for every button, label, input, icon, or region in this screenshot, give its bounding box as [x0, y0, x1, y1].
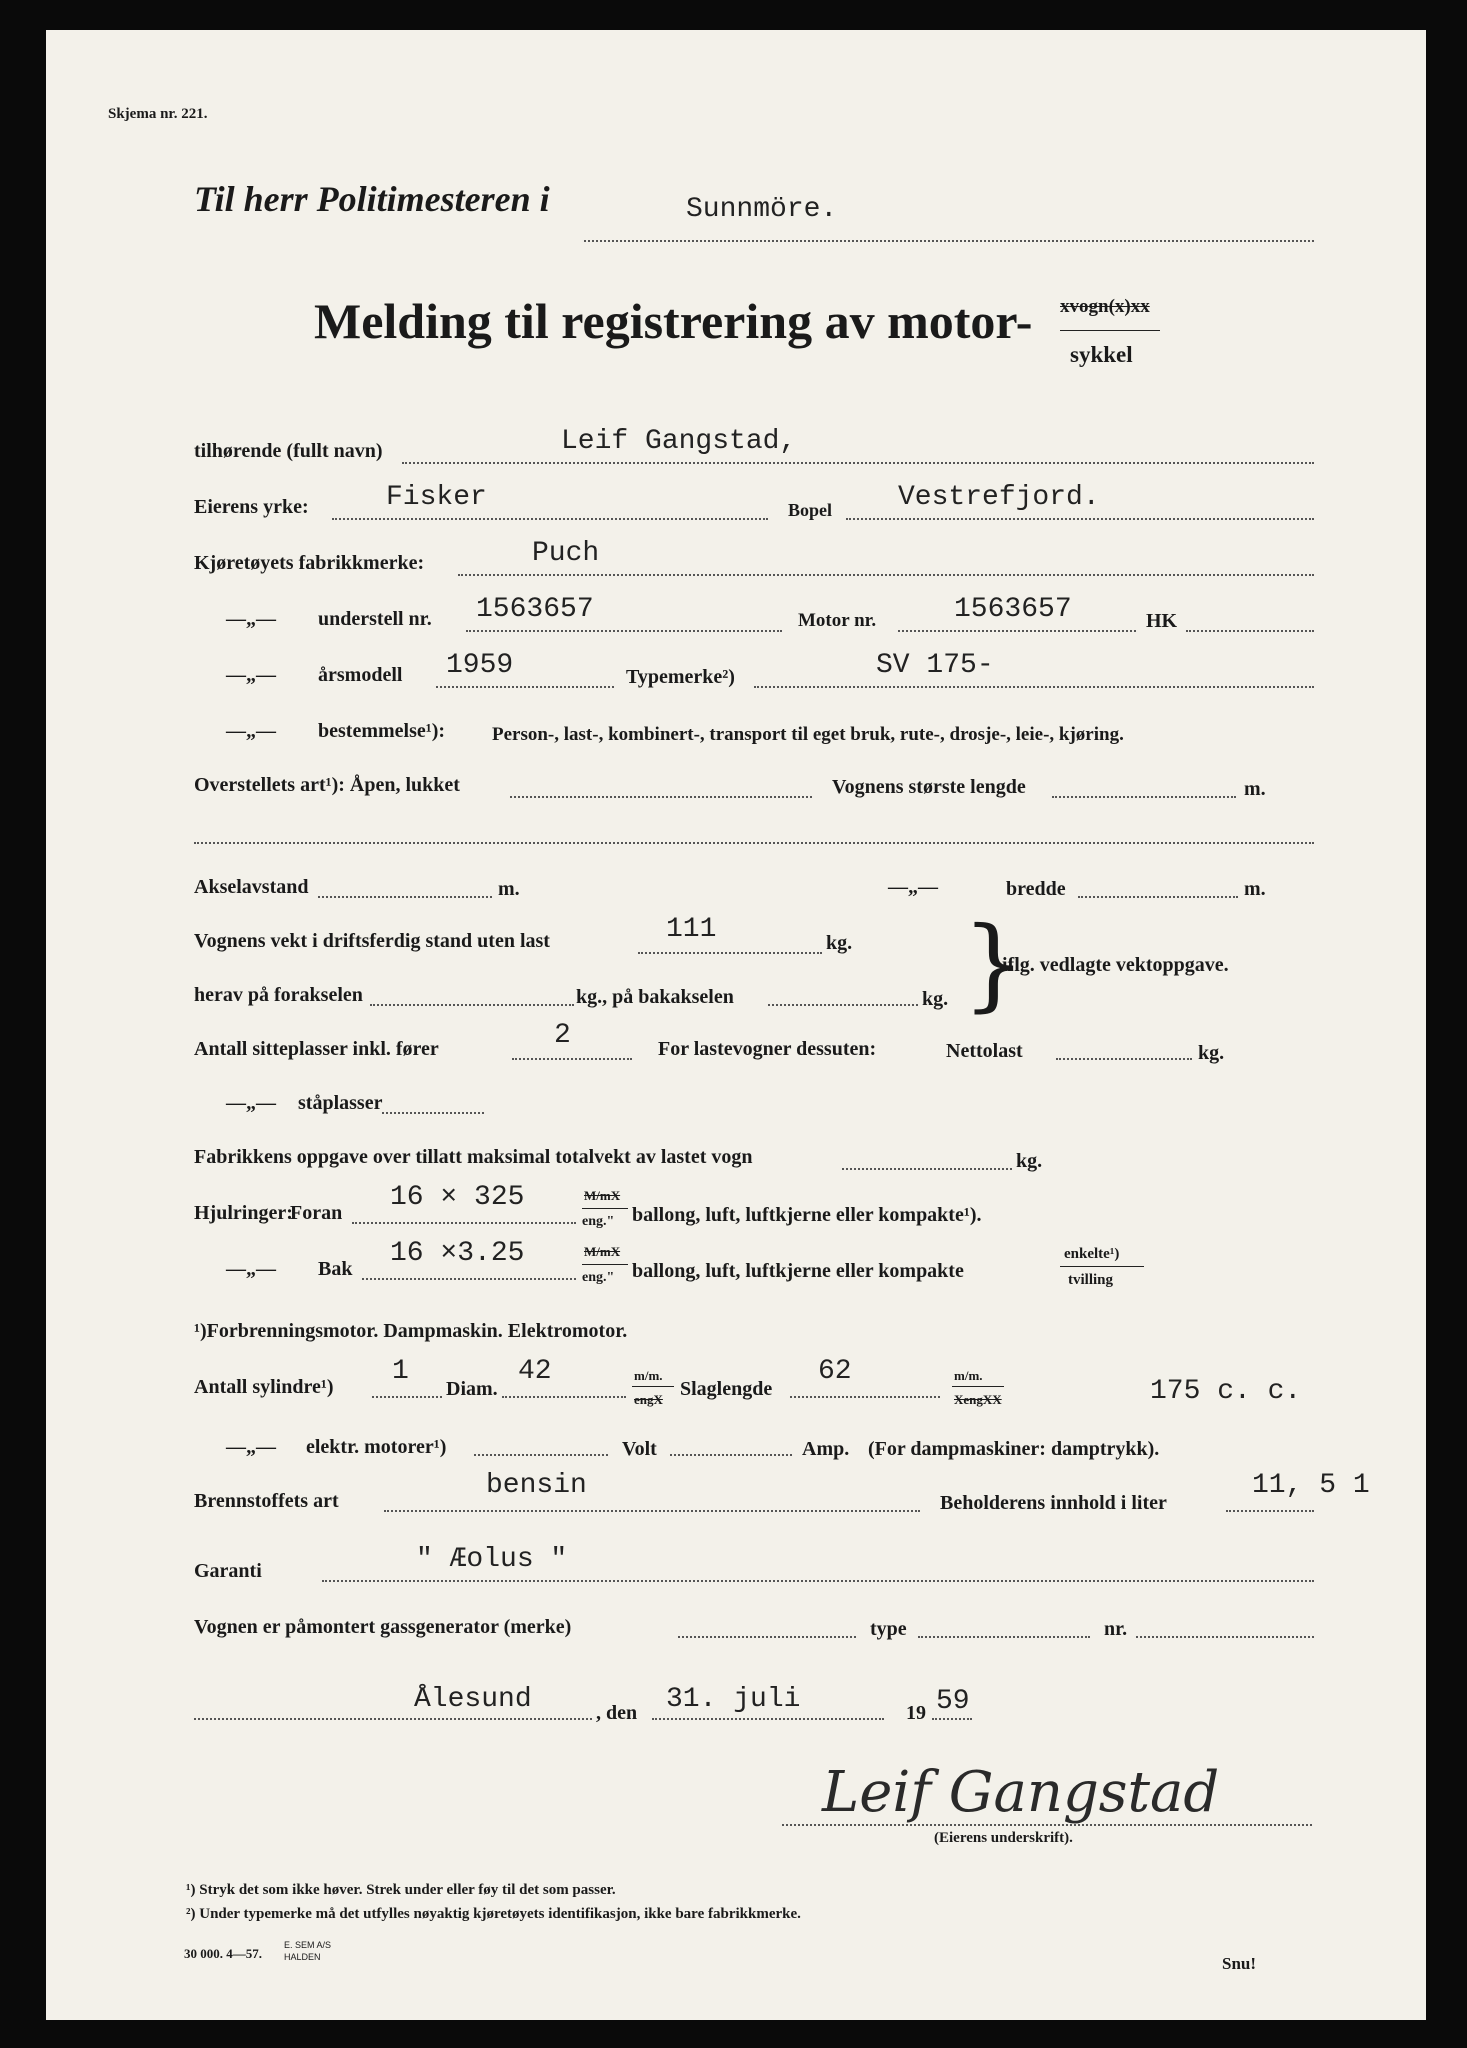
- ditto-mark: —„—: [226, 1092, 276, 1114]
- seats-value[interactable]: 2: [554, 1020, 571, 1051]
- net-load-label: Nettolast: [946, 1040, 1023, 1062]
- occupation-label: Eierens yrke:: [194, 496, 309, 518]
- date-line: [652, 1718, 884, 1720]
- model-year-value[interactable]: 1959: [446, 650, 514, 681]
- displacement-value[interactable]: 175 c. c.: [1150, 1376, 1302, 1407]
- seats-line: [512, 1058, 632, 1060]
- gas-generator-label: Vognen er påmontert gassgenerator (merke): [194, 1616, 572, 1638]
- year-line: [932, 1718, 972, 1720]
- tyres-rear-unit: eng.": [582, 1270, 615, 1285]
- standing-line: [382, 1112, 484, 1114]
- ditto-mark: —„—: [226, 1258, 276, 1280]
- stroke-fraction-line: [952, 1386, 1004, 1387]
- tyres-front-fraction-line: [582, 1208, 628, 1209]
- weight-unit: kg.: [826, 932, 853, 954]
- standing-label: ståplasser: [298, 1092, 383, 1114]
- occupation-line: [332, 518, 768, 520]
- type-line: [754, 686, 1314, 688]
- tyres-front-types: ballong, luft, luftkjerne eller kompakte¹).: [632, 1204, 982, 1226]
- year-value[interactable]: 59: [936, 1686, 970, 1717]
- turn-over-note: Snu!: [1222, 1954, 1257, 1973]
- weight-value[interactable]: 111: [666, 914, 717, 945]
- ditto-mark: —„—: [226, 608, 276, 630]
- owner-label: tilhørende (fullt navn): [194, 440, 383, 462]
- tank-line: [1226, 1510, 1314, 1512]
- rear-axle-label: kg., på bakakselen: [576, 986, 734, 1008]
- seats-label: Antall sitteplasser inkl. fører: [194, 1038, 439, 1060]
- diameter-unit-struck: engX: [634, 1392, 663, 1407]
- max-length-label: Vognens største lengde: [832, 776, 1026, 798]
- cylinders-line: [372, 1396, 442, 1398]
- engine-types-note: ¹)Forbrenningsmotor. Dampmaskin. Elektromotor.: [194, 1320, 628, 1342]
- gas-number-line: [1136, 1636, 1314, 1638]
- print-info: 30 000. 4—57.: [184, 1946, 262, 1961]
- amp-label: Amp.: [802, 1438, 850, 1460]
- stroke-unit: m/m.: [954, 1368, 983, 1383]
- chassis-value[interactable]: 1563657: [476, 594, 594, 625]
- body-type-line: [510, 796, 812, 798]
- stroke-value[interactable]: 62: [818, 1356, 852, 1387]
- motor-line: [898, 630, 1136, 632]
- year-prefix: 19: [906, 1702, 926, 1724]
- residence-line: [846, 518, 1314, 520]
- cylinders-value[interactable]: 1: [392, 1356, 409, 1387]
- tyres-rear-types: ballong, luft, luftkjerne eller kompakte: [632, 1260, 964, 1282]
- guarantee-value[interactable]: " Æolus ": [416, 1544, 568, 1575]
- title-struck-option: xvogn(x)xx: [1060, 296, 1150, 317]
- title-vehicle-type: sykkel: [1070, 342, 1133, 367]
- tyres-twin-option: tvilling: [1068, 1272, 1114, 1288]
- occupation-value[interactable]: Fisker: [386, 482, 487, 513]
- volt-label: Volt: [622, 1438, 657, 1460]
- model-year-line: [436, 686, 614, 688]
- weight-line: [638, 952, 822, 954]
- max-weight-line: [842, 1168, 1012, 1170]
- blank-line: [194, 842, 1314, 844]
- stroke-unit-struck: XengXX: [954, 1392, 1002, 1407]
- make-label: Kjøretøyets fabrikkmerke:: [194, 552, 425, 574]
- max-weight-unit: kg.: [1016, 1150, 1043, 1172]
- addressee-label: Til herr Politimesteren i: [194, 179, 550, 219]
- diameter-label: Diam.: [446, 1378, 498, 1400]
- printer-city: HALDEN: [284, 1952, 321, 1962]
- owner-line: [402, 462, 1314, 464]
- front-axle-label: herav på forakselen: [194, 984, 363, 1006]
- wheelbase-unit: m.: [498, 878, 520, 900]
- diameter-value[interactable]: 42: [518, 1356, 552, 1387]
- date-label: , den: [596, 1702, 638, 1724]
- place-line: [194, 1718, 592, 1720]
- type-value[interactable]: SV 175-: [876, 650, 994, 681]
- ditto-mark: —„—: [888, 876, 938, 898]
- ditto-mark: —„—: [226, 664, 276, 686]
- tyres-front-label: Foran: [290, 1202, 343, 1224]
- net-load-unit: kg.: [1198, 1042, 1225, 1064]
- cylinders-label: Antall sylindre¹): [194, 1376, 334, 1398]
- district-value[interactable]: Sunnmöre.: [686, 194, 838, 225]
- tyres-label: Hjulringer:: [194, 1202, 293, 1224]
- electric-motors-line: [474, 1454, 608, 1456]
- electric-motors-label: elektr. motorer¹): [306, 1436, 447, 1458]
- stroke-label: Slaglengde: [680, 1378, 773, 1400]
- purpose-options: Person-, last-, kombinert-, transport til eget bruk, rute-, drosje-, leie-, kjøring.: [492, 724, 1124, 745]
- guarantee-label: Garanti: [194, 1560, 262, 1582]
- date-value[interactable]: 31. juli: [666, 1684, 801, 1715]
- body-type-label: Overstellets art¹): Åpen, lukket: [194, 774, 460, 796]
- tyres-front-line: [352, 1222, 576, 1224]
- hk-label: HK: [1146, 610, 1178, 632]
- fuel-value[interactable]: bensin: [486, 1470, 587, 1501]
- fuel-line: [384, 1510, 920, 1512]
- rear-axle-line: [768, 1004, 918, 1006]
- wheelbase-label: Akselavstand: [194, 876, 309, 898]
- max-length-unit: m.: [1244, 778, 1266, 800]
- width-label: bredde: [1006, 878, 1066, 900]
- printer-name: E. SEM A/S: [284, 1940, 332, 1950]
- max-length-line: [1052, 796, 1236, 798]
- gas-type-label: type: [870, 1618, 907, 1640]
- gas-generator-line: [678, 1636, 856, 1638]
- tyres-option-fraction-line: [1060, 1266, 1144, 1267]
- tyres-single-option: enkelte¹): [1064, 1246, 1120, 1262]
- tank-label: Beholderens innhold i liter: [940, 1492, 1167, 1514]
- wheelbase-line: [318, 896, 492, 898]
- purpose-label: bestemmelse¹):: [318, 720, 446, 742]
- tyres-front-unit: eng.": [582, 1214, 615, 1229]
- cargo-label: For lastevogner dessuten:: [658, 1038, 877, 1060]
- hk-line: [1186, 630, 1314, 632]
- guarantee-line: [322, 1580, 1314, 1582]
- signature-line: [782, 1824, 1312, 1826]
- footnote-1: ¹) Stryk det som ikke høver. Strek under eller føy til det som passer.: [186, 1882, 616, 1898]
- owner-value[interactable]: Leif Gangstad,: [561, 426, 797, 457]
- tyres-front-value[interactable]: 16 × 325: [390, 1182, 525, 1213]
- width-line: [1078, 896, 1238, 898]
- diameter-fraction-line: [632, 1386, 674, 1387]
- residence-value[interactable]: Vestrefjord.: [898, 482, 1100, 513]
- weight-brace: }: [962, 905, 1026, 1022]
- width-unit: m.: [1244, 878, 1266, 900]
- type-label: Typemerke²): [626, 666, 735, 688]
- ditto-mark: —„—: [226, 720, 276, 742]
- ditto-mark: —„—: [226, 1436, 276, 1458]
- net-load-line: [1056, 1058, 1192, 1060]
- gas-type-line: [918, 1636, 1090, 1638]
- gas-number-label: nr.: [1104, 1618, 1128, 1640]
- rear-axle-unit: kg.: [922, 988, 949, 1010]
- tyres-rear-label: Bak: [318, 1258, 353, 1280]
- page-title: Melding til registrering av motor-: [314, 293, 1033, 349]
- tyres-rear-fraction-line: [582, 1264, 628, 1265]
- form-page: [46, 30, 1426, 2020]
- steam-pressure-label: (For dampmaskiner: damptrykk).: [868, 1438, 1160, 1460]
- owner-signature: Leif Gangstad: [822, 1760, 1220, 1825]
- model-year-label: årsmodell: [318, 664, 403, 686]
- place-value[interactable]: Ålesund: [414, 1684, 532, 1715]
- residence-label: Bopel: [788, 500, 833, 520]
- tyres-rear-value[interactable]: 16 ×3.25: [390, 1238, 525, 1269]
- tank-value[interactable]: 11, 5 1: [1252, 1470, 1370, 1501]
- fuel-label: Brennstoffets art: [194, 1490, 339, 1512]
- motor-label: Motor nr.: [798, 610, 877, 631]
- tyres-rear-unit-struck: M/mX: [584, 1244, 621, 1259]
- tyres-rear-line: [362, 1278, 576, 1280]
- make-value[interactable]: Puch: [532, 538, 600, 569]
- volt-line: [670, 1454, 792, 1456]
- chassis-line: [466, 630, 782, 632]
- weight-label: Vognens vekt i driftsferdig stand uten last: [194, 930, 550, 952]
- tyres-front-unit-struck: M/mX: [584, 1188, 621, 1203]
- weight-note: iflg. vedlagte vektoppgave.: [1002, 954, 1229, 976]
- diameter-unit: m/m.: [634, 1368, 663, 1383]
- motor-value[interactable]: 1563657: [954, 594, 1072, 625]
- district-line: [584, 240, 1314, 242]
- title-fraction-line: [1060, 330, 1160, 331]
- chassis-label: understell nr.: [318, 608, 432, 630]
- make-line: [458, 574, 1314, 576]
- form-number: Skjema nr. 221.: [108, 106, 208, 122]
- stroke-line: [790, 1396, 940, 1398]
- signature-caption: (Eierens underskrift).: [934, 1830, 1073, 1846]
- footnote-2: ²) Under typemerke må det utfylles nøyaktig kjøretøyets identifikasjon, ikke bare fabrikkmerke.: [186, 1906, 801, 1922]
- diameter-line: [502, 1396, 626, 1398]
- front-axle-line: [370, 1004, 574, 1006]
- max-weight-label: Fabrikkens oppgave over tillatt maksimal totalvekt av lastet vogn: [194, 1146, 753, 1168]
